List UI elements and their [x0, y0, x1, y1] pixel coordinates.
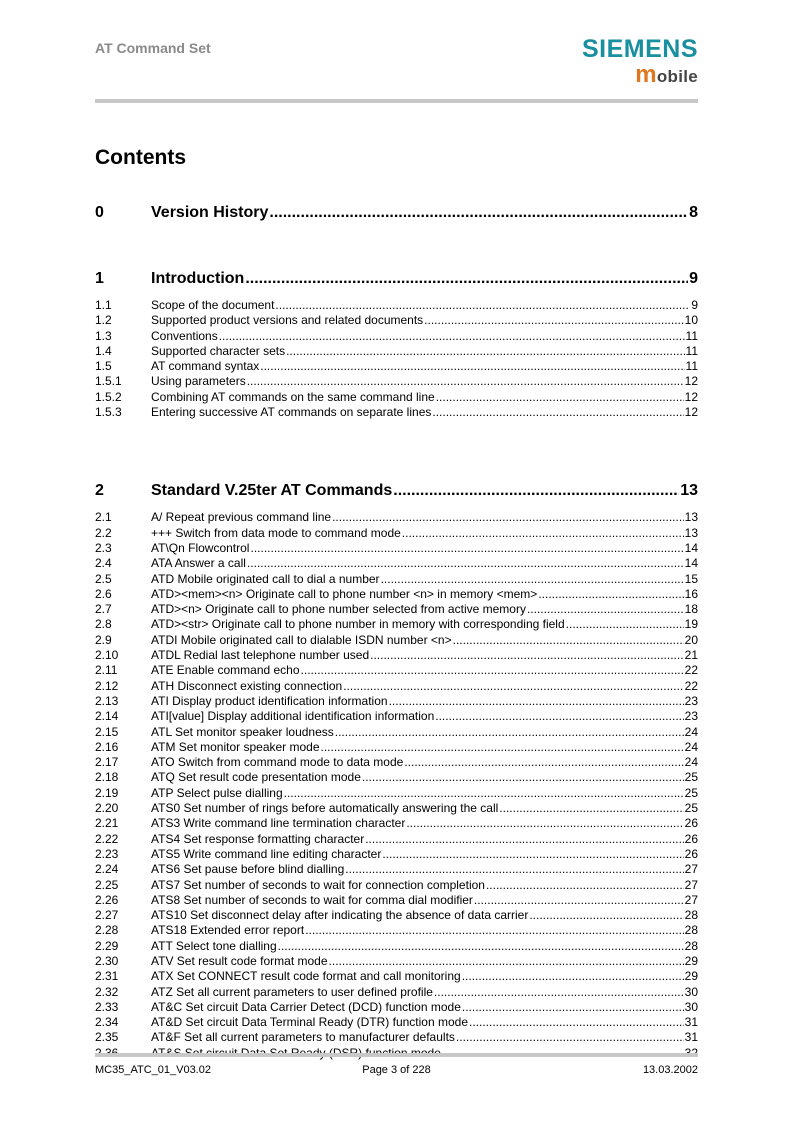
- dot-leader: [499, 801, 683, 816]
- entry-number: 2.33: [95, 999, 119, 1014]
- entry-number: 2.17: [95, 755, 119, 770]
- chapter-page: 9: [689, 270, 698, 287]
- entry-number: 2.5: [95, 571, 112, 586]
- entry-page: 30: [684, 999, 698, 1014]
- entry-number: 2.19: [95, 785, 119, 800]
- toc-entry-row[interactable]: [95, 786, 698, 801]
- chapter-page: 8: [689, 204, 698, 221]
- entry-page: 9: [691, 298, 698, 312]
- entry-title: ATD><str> Originate call to phone number in memory with corresponding field: [151, 617, 565, 632]
- section-spacer: [95, 442, 698, 474]
- entry-number: 2.3: [95, 540, 112, 555]
- dot-leader: [566, 617, 684, 632]
- entry-title: ATS3 Write command line termination character: [151, 816, 406, 831]
- footer-date: 13.03.2002: [642, 1064, 698, 1076]
- entry-number: 2.9: [95, 632, 112, 647]
- entry-title: ATD><mem><n> Originate call to phone number <n> in memory <mem>: [151, 586, 538, 601]
- entry-number: 1.5.1: [95, 374, 122, 389]
- dot-leader: [432, 405, 683, 420]
- entry-title: AT&C Set circuit Data Carrier Detect (DCD) function mode: [151, 999, 461, 1014]
- entry-number: 1.2: [95, 313, 112, 328]
- entry-title: A/ Repeat previous command line: [151, 510, 332, 525]
- toc-entry-row[interactable]: [95, 587, 698, 602]
- toc-chapter-row[interactable]: [95, 262, 698, 296]
- entry-number: 2.21: [95, 816, 119, 831]
- entry-number: 2.11: [95, 663, 118, 678]
- entry-page: 23: [684, 709, 698, 724]
- entry-page: 28: [684, 938, 698, 953]
- toc-entry-row[interactable]: [95, 541, 698, 556]
- entry-number: 2.26: [95, 892, 119, 907]
- entry-number: 1.1: [95, 298, 112, 312]
- entry-number: 2.31: [95, 969, 119, 984]
- entry-number: 2.10: [95, 648, 119, 663]
- entry-page: 26: [684, 846, 698, 861]
- toc-entry-row[interactable]: [95, 526, 698, 541]
- dot-leader: [329, 954, 684, 969]
- toc-entry-row[interactable]: [95, 832, 698, 847]
- entry-page: 30: [684, 984, 698, 999]
- entry-number: 1.5: [95, 359, 112, 374]
- entry-number: 2.7: [95, 602, 112, 617]
- dot-leader: [343, 679, 683, 694]
- entry-page: 14: [684, 556, 698, 571]
- entry-page: 22: [684, 678, 698, 693]
- entry-number: 2.23: [95, 846, 119, 861]
- entry-title: Using parameters: [151, 374, 246, 389]
- entry-title: ATE Enable command echo: [151, 663, 300, 678]
- entry-page: 26: [684, 831, 698, 846]
- entry-title: ATP Select pulse dialling: [151, 785, 283, 800]
- entry-title: Supported character sets: [151, 343, 286, 358]
- entry-title: ATD Mobile originated call to dial a number: [151, 571, 380, 586]
- toc-entry-row[interactable]: [95, 359, 698, 374]
- entry-page: 12: [684, 374, 698, 389]
- entry-page: 21: [684, 648, 698, 663]
- toc-entry-row[interactable]: [95, 510, 698, 525]
- toc-entry-row[interactable]: [95, 374, 698, 389]
- dot-leader: [453, 633, 684, 648]
- dot-leader: [332, 510, 684, 525]
- entry-title: ATL Set monitor speaker loudness: [151, 724, 334, 739]
- chapter-number: 0: [95, 204, 104, 221]
- entry-title: ATS7 Set number of seconds to wait for connection completion: [151, 877, 485, 892]
- entry-page: 13: [684, 510, 698, 525]
- entry-page: 15: [684, 571, 698, 586]
- toc-entry-row[interactable]: [95, 617, 698, 632]
- dot-leader: [435, 709, 683, 724]
- toc-entry-row[interactable]: [95, 298, 698, 313]
- siemens-mobile-logo: [582, 37, 698, 87]
- entry-title: ATZ Set all current parameters to user defined profile: [151, 984, 433, 999]
- entry-page: 18: [684, 602, 698, 617]
- entry-number: 2.34: [95, 1015, 119, 1030]
- toc-entry-row[interactable]: [95, 878, 698, 893]
- toc-entry-row[interactable]: [95, 556, 698, 571]
- entry-number: 2.28: [95, 923, 119, 938]
- toc-entry-row[interactable]: [95, 329, 698, 344]
- chapter-page: 13: [680, 482, 698, 500]
- entry-title: ATD><n> Originate call to phone number selected from active memory: [151, 602, 526, 617]
- section-spacer: [95, 420, 698, 442]
- entry-page: 27: [684, 892, 698, 907]
- toc-entry-row[interactable]: [95, 1030, 698, 1045]
- dot-leader: [486, 878, 684, 893]
- chapter-title: Introduction: [151, 270, 245, 287]
- toc-entry-row[interactable]: [95, 1015, 698, 1030]
- entry-page: 25: [684, 770, 698, 785]
- entry-number: 2.15: [95, 724, 119, 739]
- footer-doc-id: MC35_ATC_01_V03.02: [95, 1064, 211, 1076]
- entry-title: AT\Qn Flowcontrol: [151, 540, 250, 555]
- entry-page: 31: [684, 1030, 698, 1045]
- entry-title: ATDI Mobile originated call to dialable ISDN number <n>: [151, 632, 452, 647]
- entry-page: 26: [684, 816, 698, 831]
- dot-leader: [527, 602, 684, 617]
- toc-entry-row[interactable]: [95, 985, 698, 1000]
- toc-entry-row[interactable]: [95, 847, 698, 862]
- entry-title: ATO Switch from command mode to data mode: [151, 755, 404, 770]
- dot-leader: [286, 344, 684, 359]
- section-spacer: [95, 230, 698, 262]
- entry-page: 29: [684, 953, 698, 968]
- entry-page: 13: [684, 525, 698, 540]
- entry-page: 29: [684, 969, 698, 984]
- toc-entry-row[interactable]: [95, 679, 698, 694]
- entry-title: ATS0 Set number of rings before automatically answering the call: [151, 801, 499, 816]
- entry-number: 2.1: [95, 510, 112, 525]
- toc-entry-row[interactable]: [95, 954, 698, 969]
- entry-title: Conventions: [151, 328, 218, 343]
- chapter-title: Standard V.25ter AT Commands: [151, 482, 393, 500]
- dot-leader: [247, 556, 684, 571]
- entry-title: ATS18 Extended error report: [151, 923, 305, 938]
- dot-leader: [321, 740, 684, 755]
- entry-number: 2.16: [95, 739, 119, 754]
- dot-leader: [538, 587, 683, 602]
- toc-entry-row[interactable]: [95, 755, 698, 770]
- entry-number: 2.4: [95, 556, 112, 571]
- logo-subtitle: [582, 63, 698, 87]
- entry-page: 27: [684, 877, 698, 892]
- entry-page: 24: [684, 724, 698, 739]
- dot-leader: [335, 725, 684, 740]
- entry-title: ATM Set monitor speaker mode: [151, 739, 320, 754]
- entry-page: 11: [685, 343, 698, 358]
- toc-entry-row[interactable]: [95, 725, 698, 740]
- dot-leader: [245, 262, 688, 296]
- entry-title: ATS6 Set pause before blind dialling: [151, 862, 345, 877]
- entry-page: 24: [684, 755, 698, 770]
- dot-leader: [275, 298, 690, 313]
- logo-sub-m: m: [635, 61, 657, 88]
- dot-leader: [362, 770, 684, 785]
- dot-leader: [284, 786, 684, 801]
- entry-number: 2.32: [95, 984, 119, 999]
- dot-leader: [436, 390, 684, 405]
- dot-leader: [529, 908, 683, 923]
- dot-leader: [424, 313, 683, 328]
- page-title: Contents: [95, 146, 186, 169]
- entry-page: 11: [685, 328, 698, 343]
- dot-leader: [219, 329, 685, 344]
- logo-brand: SIEMENS: [581, 35, 698, 63]
- toc-entry-row[interactable]: [95, 1000, 698, 1015]
- entry-number: 2.18: [95, 770, 119, 785]
- entry-page: 22: [684, 663, 698, 678]
- dot-leader: [382, 847, 683, 862]
- entry-title: ATI[value] Display additional identification information: [151, 709, 435, 724]
- toc-entry-row[interactable]: [95, 602, 698, 617]
- entry-page: 31: [684, 1015, 698, 1030]
- entry-title: ATS8 Set number of seconds to wait for comma dial modifier: [151, 892, 473, 907]
- entry-title: ATS5 Write command line editing character: [151, 846, 382, 861]
- entry-number: 2.20: [95, 801, 119, 816]
- toc-entry-row[interactable]: [95, 663, 698, 678]
- entry-number: 2.8: [95, 617, 112, 632]
- entry-page: 14: [684, 540, 698, 555]
- entry-number: 2.2: [95, 525, 112, 540]
- dot-leader: [462, 1000, 684, 1015]
- dot-leader: [370, 648, 684, 663]
- entry-page: 19: [684, 617, 698, 632]
- toc-chapter-row[interactable]: [95, 196, 698, 230]
- entry-number: 2.13: [95, 693, 119, 708]
- header-title: AT Command Set: [95, 40, 211, 56]
- entry-number: 1.3: [95, 328, 112, 343]
- toc-entry-row[interactable]: [95, 572, 698, 587]
- dot-leader: [389, 694, 684, 709]
- entry-number: 2.24: [95, 862, 119, 877]
- footer-divider: [95, 1053, 698, 1057]
- toc-entry-row[interactable]: [95, 344, 698, 359]
- entry-number: 2.6: [95, 586, 112, 601]
- entry-number: 2.27: [95, 908, 119, 923]
- entry-number: 1.5.2: [95, 389, 122, 404]
- entry-title: AT command syntax: [151, 359, 260, 374]
- entry-page: 16: [684, 586, 698, 601]
- entry-title: ATV Set result code format mode: [151, 953, 328, 968]
- entry-page: 10: [684, 313, 698, 328]
- entry-page: 11: [685, 359, 698, 374]
- dot-leader: [260, 359, 684, 374]
- dot-leader: [345, 862, 683, 877]
- dot-leader: [469, 1015, 684, 1030]
- toc-entry-row[interactable]: [95, 816, 698, 831]
- toc-entry-row[interactable]: [95, 633, 698, 648]
- entry-page: 25: [684, 801, 698, 816]
- toc-entry-row[interactable]: [95, 770, 698, 785]
- header-divider: [95, 99, 698, 103]
- entry-page: 24: [684, 739, 698, 754]
- toc-entry-row[interactable]: [95, 390, 698, 405]
- dot-leader: [474, 893, 684, 908]
- toc-entry-row[interactable]: [95, 694, 698, 709]
- toc-entry-row[interactable]: [95, 648, 698, 663]
- entry-title: ATS4 Set response formatting character: [151, 831, 365, 846]
- dot-leader: [250, 541, 683, 556]
- dot-leader: [404, 755, 683, 770]
- dot-leader: [456, 1030, 684, 1045]
- entry-page: 20: [684, 632, 698, 647]
- entry-title: Entering successive AT commands on separate lines: [151, 405, 432, 420]
- entry-number: 2.14: [95, 709, 119, 724]
- toc-entry-row[interactable]: [95, 908, 698, 923]
- toc-entry-row[interactable]: [95, 405, 698, 420]
- dot-leader: [278, 939, 684, 954]
- chapter-number: 1: [95, 270, 104, 287]
- dot-leader: [434, 985, 684, 1000]
- entry-title: Supported product versions and related documents: [151, 313, 424, 328]
- entry-title: ATS10 Set disconnect delay after indicating the absence of data carrier: [151, 908, 529, 923]
- entry-title: ATH Disconnect existing connection: [151, 678, 343, 693]
- entry-title: ATT Select tone dialling: [151, 938, 277, 953]
- dot-leader: [305, 923, 683, 938]
- entry-title: ATI Display product identification information: [151, 693, 388, 708]
- dot-leader: [406, 816, 683, 831]
- entry-page: 28: [684, 908, 698, 923]
- entry-title: AT&D Set circuit Data Terminal Ready (DTR) function mode: [151, 1015, 468, 1030]
- entry-number: 2.12: [95, 678, 119, 693]
- entry-title: ATDL Redial last telephone number used: [151, 648, 370, 663]
- entry-number: 2.35: [95, 1030, 119, 1045]
- dot-leader: [402, 526, 684, 541]
- logo-sub-rest: obile: [656, 67, 698, 86]
- entry-number: 2.25: [95, 877, 119, 892]
- dot-leader: [462, 969, 684, 984]
- footer-page-info: Page 3 of 228: [362, 1064, 431, 1076]
- dot-leader: [393, 474, 679, 508]
- entry-number: 2.30: [95, 953, 119, 968]
- dot-leader: [381, 572, 684, 587]
- chapter-number: 2: [95, 482, 104, 500]
- entry-number: 2.29: [95, 938, 119, 953]
- toc-entry-row[interactable]: [95, 923, 698, 938]
- entry-page: 12: [684, 405, 698, 420]
- toc-entry-row[interactable]: [95, 969, 698, 984]
- toc-entry-row[interactable]: [95, 709, 698, 724]
- table-of-contents: [95, 196, 698, 1061]
- entry-page: 23: [684, 693, 698, 708]
- entry-page: 25: [684, 785, 698, 800]
- entry-number: 1.4: [95, 343, 112, 358]
- entry-title: +++ Switch from data mode to command mode: [151, 525, 401, 540]
- entry-number: 1.5.3: [95, 405, 122, 420]
- entry-page: 28: [684, 923, 698, 938]
- dot-leader: [269, 196, 688, 230]
- entry-page: 12: [684, 389, 698, 404]
- entry-title: AT&F Set all current parameters to manufacturer defaults: [151, 1030, 455, 1045]
- dot-leader: [247, 374, 684, 389]
- toc-entry-row[interactable]: [95, 801, 698, 816]
- toc-entry-row[interactable]: [95, 313, 698, 328]
- toc-chapter-row[interactable]: [95, 474, 698, 508]
- entry-page: 27: [684, 862, 698, 877]
- toc-entry-row[interactable]: [95, 893, 698, 908]
- entry-title: ATX Set CONNECT result code format and call monitoring: [151, 969, 461, 984]
- entry-title: Combining AT commands on the same command line: [151, 389, 435, 404]
- chapter-title: Version History: [151, 204, 269, 221]
- dot-leader: [301, 663, 684, 678]
- toc-entry-row[interactable]: [95, 862, 698, 877]
- dot-leader: [365, 832, 683, 847]
- entry-title: ATA Answer a call: [151, 556, 246, 571]
- toc-entry-row[interactable]: [95, 939, 698, 954]
- entry-title: Scope of the document: [151, 298, 275, 312]
- toc-entry-row[interactable]: [95, 740, 698, 755]
- entry-number: 2.22: [95, 831, 119, 846]
- entry-title: ATQ Set result code presentation mode: [151, 770, 361, 785]
